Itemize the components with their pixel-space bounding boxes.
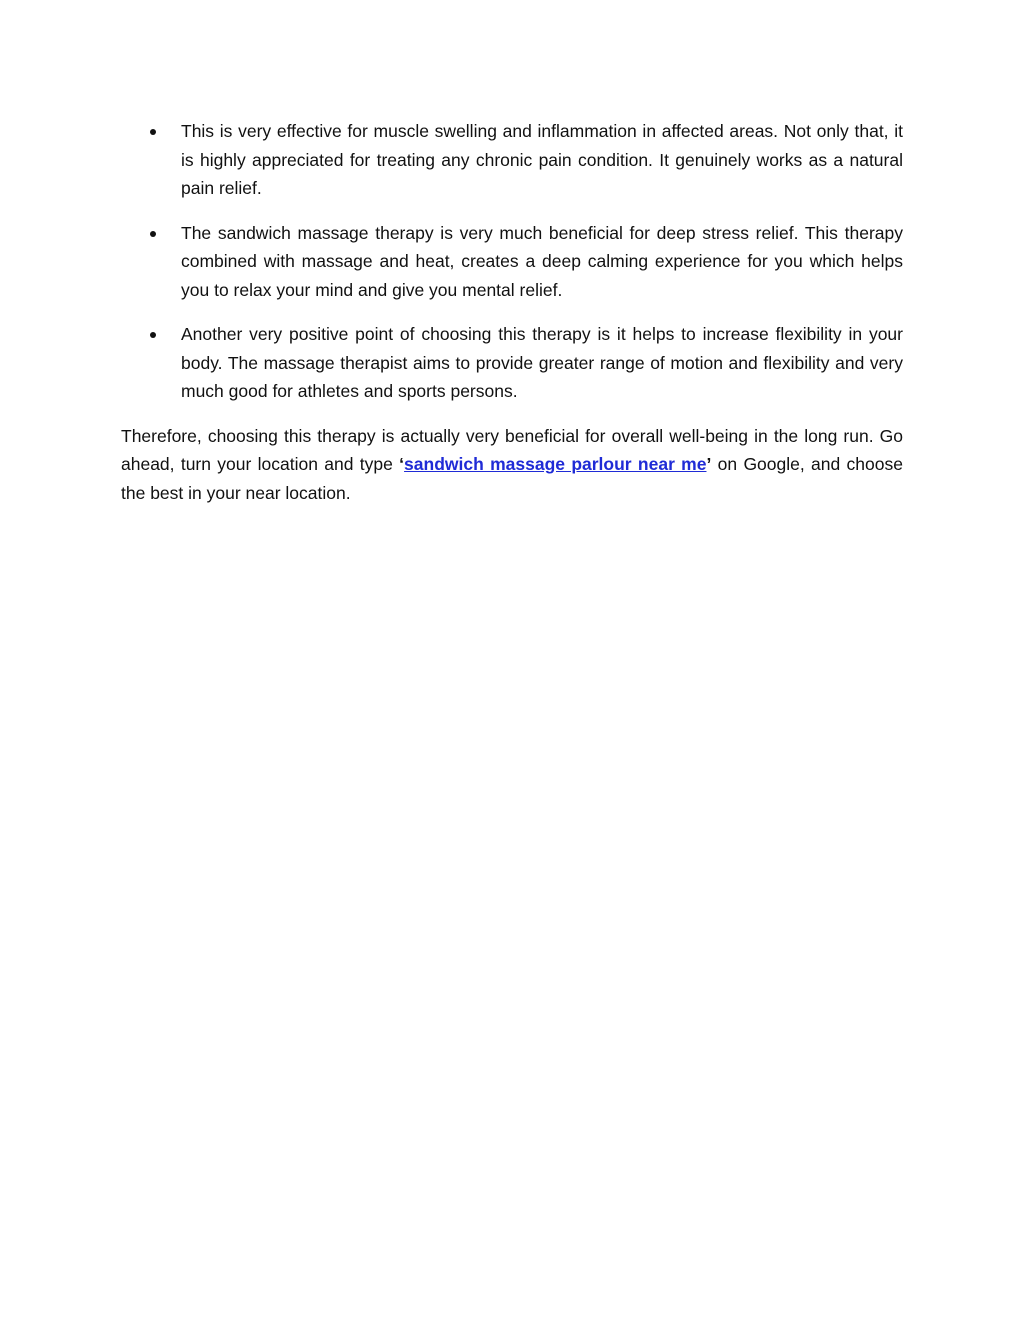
- conclusion-text-before: Therefore, choosing this therapy is actually very beneficial for overall well-being in the long run. Go ahead, turn your location and type: [121, 425, 903, 474]
- list-item-text: Another very positive point of choosing this therapy is it helps to increase flexibility in your body. The massage therapist aims to provide greater range of motion and flexibility and very much good for athletes and sports persons.: [181, 324, 903, 401]
- conclusion-paragraph: [121, 422, 903, 508]
- bullet-icon: [150, 129, 156, 135]
- close-quote: ’: [706, 454, 712, 474]
- benefits-list: [121, 117, 903, 406]
- open-quote: ‘: [399, 454, 405, 474]
- list-item: [121, 117, 903, 203]
- sandwich-massage-link[interactable]: sandwich massage parlour near me: [404, 454, 707, 474]
- list-item: [121, 320, 903, 406]
- bullet-icon: [150, 231, 156, 237]
- conclusion-text-after: on Google, and choose the best in your near location.: [121, 454, 903, 503]
- list-item-text: The sandwich massage therapy is very much beneficial for deep stress relief. This therapy combined with massage and heat, creates a deep calming experience for you which helps you to relax your mind and give you mental relief.: [181, 222, 903, 300]
- bullet-icon: [150, 332, 156, 338]
- list-item-text: This is very effective for muscle swelling and inflammation in affected areas. Not only that, it is highly appreciated for treating any chronic pain condition. It genuinely works as a natural pain relief.: [181, 121, 903, 198]
- document-body: [121, 117, 903, 507]
- list-item: [121, 219, 903, 305]
